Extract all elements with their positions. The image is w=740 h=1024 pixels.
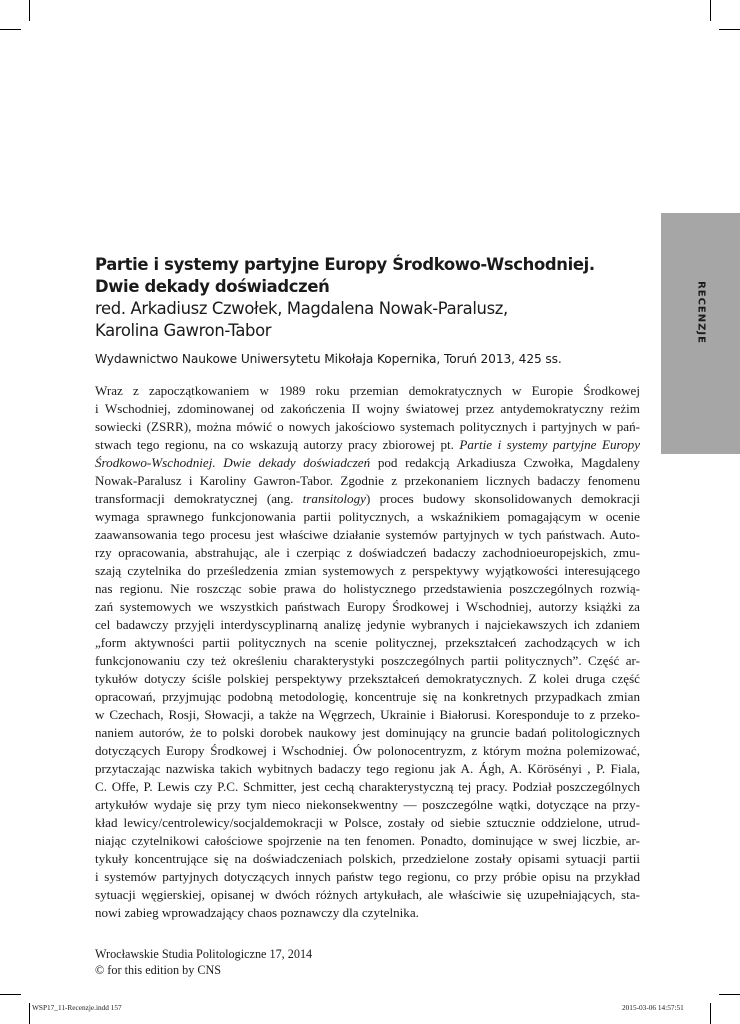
- review-body: [95, 382, 640, 922]
- body-line: i Wschodniej, zdominowanej od zakończenia II wojny światowej przez antydemokratyczny reżim: [95, 401, 640, 417]
- crop-mark: [710, 0, 711, 21]
- review-header: [95, 254, 655, 368]
- body-text-segment: stwach tego regionu, na co wskazują autorzy pracy zbiorowej pt.: [95, 437, 460, 453]
- body-line: przytaczając nazwiska takich wybitnych badaczy tego regionu jak A. Ágh, A. Körösényi , P. Fiala,: [95, 761, 640, 777]
- body-line: wymaga sprawnego funkcjonowania partii politycznych, a wskaźnikiem pomagającym w ocenie: [95, 509, 640, 525]
- body-line: tykułów dotyczy ściśle polskiej perspektywy przekształceń demokratycznych. Z kolei druga część: [95, 671, 640, 687]
- body-text-segment: pod redakcją Arkadiusza Czwołka, Magdaleny: [370, 455, 640, 471]
- italic-term: transitology: [302, 491, 366, 507]
- editors-line-1: red. Arkadiusz Czwołek, Magdalena Nowak-Paralusz,: [95, 299, 508, 318]
- italic-book-title: Partie i systemy partyjne Europy: [459, 437, 640, 453]
- body-line: artykułów wydaje się przy tym nieco niekonsekwentny — poszczególne wątki, dotyczące na przy-: [95, 797, 640, 813]
- body-line: sytuacji węgierskiej, opisanej w dwóch różnych artykułach, ale właściwie się uzupełniających, sta-: [95, 887, 640, 903]
- body-line: szają czytelnika do prześledzenia zmian systemowych z perspektywy wyjątkowości interesującego: [95, 563, 640, 579]
- body-line: [95, 436, 640, 454]
- crop-mark: [719, 29, 740, 30]
- section-tab-label: RECENZJE: [695, 281, 706, 344]
- body-line: niając czytelnikowi całościowe spojrzenie na ten fenomen. Ponadto, dominujące w swej liczbie, ar-: [95, 833, 640, 849]
- crop-mark: [710, 1003, 711, 1024]
- crop-mark: [29, 0, 30, 21]
- body-line: funkcjonowaniu czy też określeniu charakterystyki poszczególnych partii politycznych”. Część ar-: [95, 653, 640, 669]
- body-line: rzy opracowania, abstrahując, ale i czerpiąc z doświadczeń badaczy zachodnioeuropejskich, zmu-: [95, 545, 640, 561]
- body-line: nowi zabieg wprowadzający chaos poznawczy dla czytelnika.: [95, 905, 419, 921]
- body-line: C. Offe, P. Lewis czy P.C. Schmitter, jest cechą charakterystyczną tej pracy. Podział poszczególnych: [95, 779, 640, 795]
- body-line: kład lewicy/centrolewicy/socjaldemokracji w Polsce, zostały od siebie sztucznie oddzielone, utrud-: [95, 815, 640, 831]
- italic-book-title: Środkowo-Wschodniej. Dwie dekady doświadczeń: [95, 455, 371, 471]
- body-line: Wraz z zapoczątkowaniem w 1989 roku przemian demokratycznych w Europie Środkowej: [95, 383, 640, 398]
- crop-mark: [29, 1003, 30, 1024]
- body-line: w Czechach, Rosji, Słowacji, a także na Węgrzech, Ukrainie i Białorusi. Koresponduje to z przeko-: [95, 707, 640, 723]
- body-line: tykuły koncentrujące się na doświadczeniach polskich, przedzielone zostały opisami sytuacji partii: [95, 851, 640, 867]
- body-line: dotyczących Europy Środkowej i Wschodniej. Ów polonocentryzm, z którym można polemizować,: [95, 743, 640, 759]
- body-line: [95, 490, 640, 508]
- crop-mark: [0, 994, 21, 995]
- body-line: sowiecki (ZSRR), można mówić o nowych jakościowo systemach politycznych i partyjnych w pań-: [95, 419, 640, 435]
- journal-citation: Wrocławskie Studia Politologiczne 17, 2014: [95, 947, 313, 961]
- body-text-segment: ) proces budowy skonsolidowanych demokracji: [365, 491, 640, 507]
- page-footer: [95, 947, 312, 978]
- body-line: Nowak-Paralusz i Karoliny Gawron-Tabor. Zgodnie z przekonaniem licznych badaczy fenomenu: [95, 473, 640, 489]
- crop-mark: [719, 994, 740, 995]
- body-line: cel badawczy przyjęli interdyscyplinarną analizę jedynie wybranych i najciekawszych ich zdaniem: [95, 617, 640, 633]
- body-line: i systemów partyjnych dotyczących innych państw tego regionu, co przy próbie opisu na przykład: [95, 869, 640, 885]
- slug-timestamp: 2015-03-06 14:57:51: [622, 1003, 684, 1012]
- slug-filename: WSP17_11-Recenzje.indd 157: [32, 1003, 122, 1012]
- book-title-line-2: Dwie dekady doświadczeń: [95, 277, 330, 296]
- body-line: opracowań, przyjmując podobną metodologię, koncentruje się na konkretnych przypadkach zmian: [95, 689, 640, 705]
- body-text-segment: transformacji demokratycznej (ang.: [95, 491, 303, 507]
- body-line: zaawansowania tego procesu jest właściwe działanie systemów partyjnych w tych państwach. Auto-: [95, 527, 640, 543]
- body-line: [95, 454, 640, 472]
- body-line: naniem autorów, że to polski dorobek naukowy jest dominujący na gruncie badań politologicznych: [95, 725, 640, 741]
- body-line: zań systemowych we wszystkich państwach Europy Środkowej i Wschodniej, autorzy książki za: [95, 599, 640, 615]
- editors-line-2: Karolina Gawron-Tabor: [95, 321, 272, 340]
- publisher-info: Wydawnictwo Naukowe Uniwersytetu Mikołaja Kopernika, Toruń 2013, 425 ss.: [95, 352, 562, 366]
- body-line: nas regionu. Nie roszcząc sobie prawa do holistycznego przedstawienia poszczególnych rozwią-: [95, 581, 640, 597]
- crop-mark: [0, 29, 21, 30]
- body-line: „form aktywności partii politycznych na scenie politycznej, przekształceń zachodzących w ich: [95, 635, 640, 651]
- section-tab: [661, 213, 740, 454]
- copyright-notice: © for this edition by CNS: [95, 962, 222, 977]
- book-title-line-1: Partie i systemy partyjne Europy Środkowo-Wschodniej.: [95, 255, 595, 274]
